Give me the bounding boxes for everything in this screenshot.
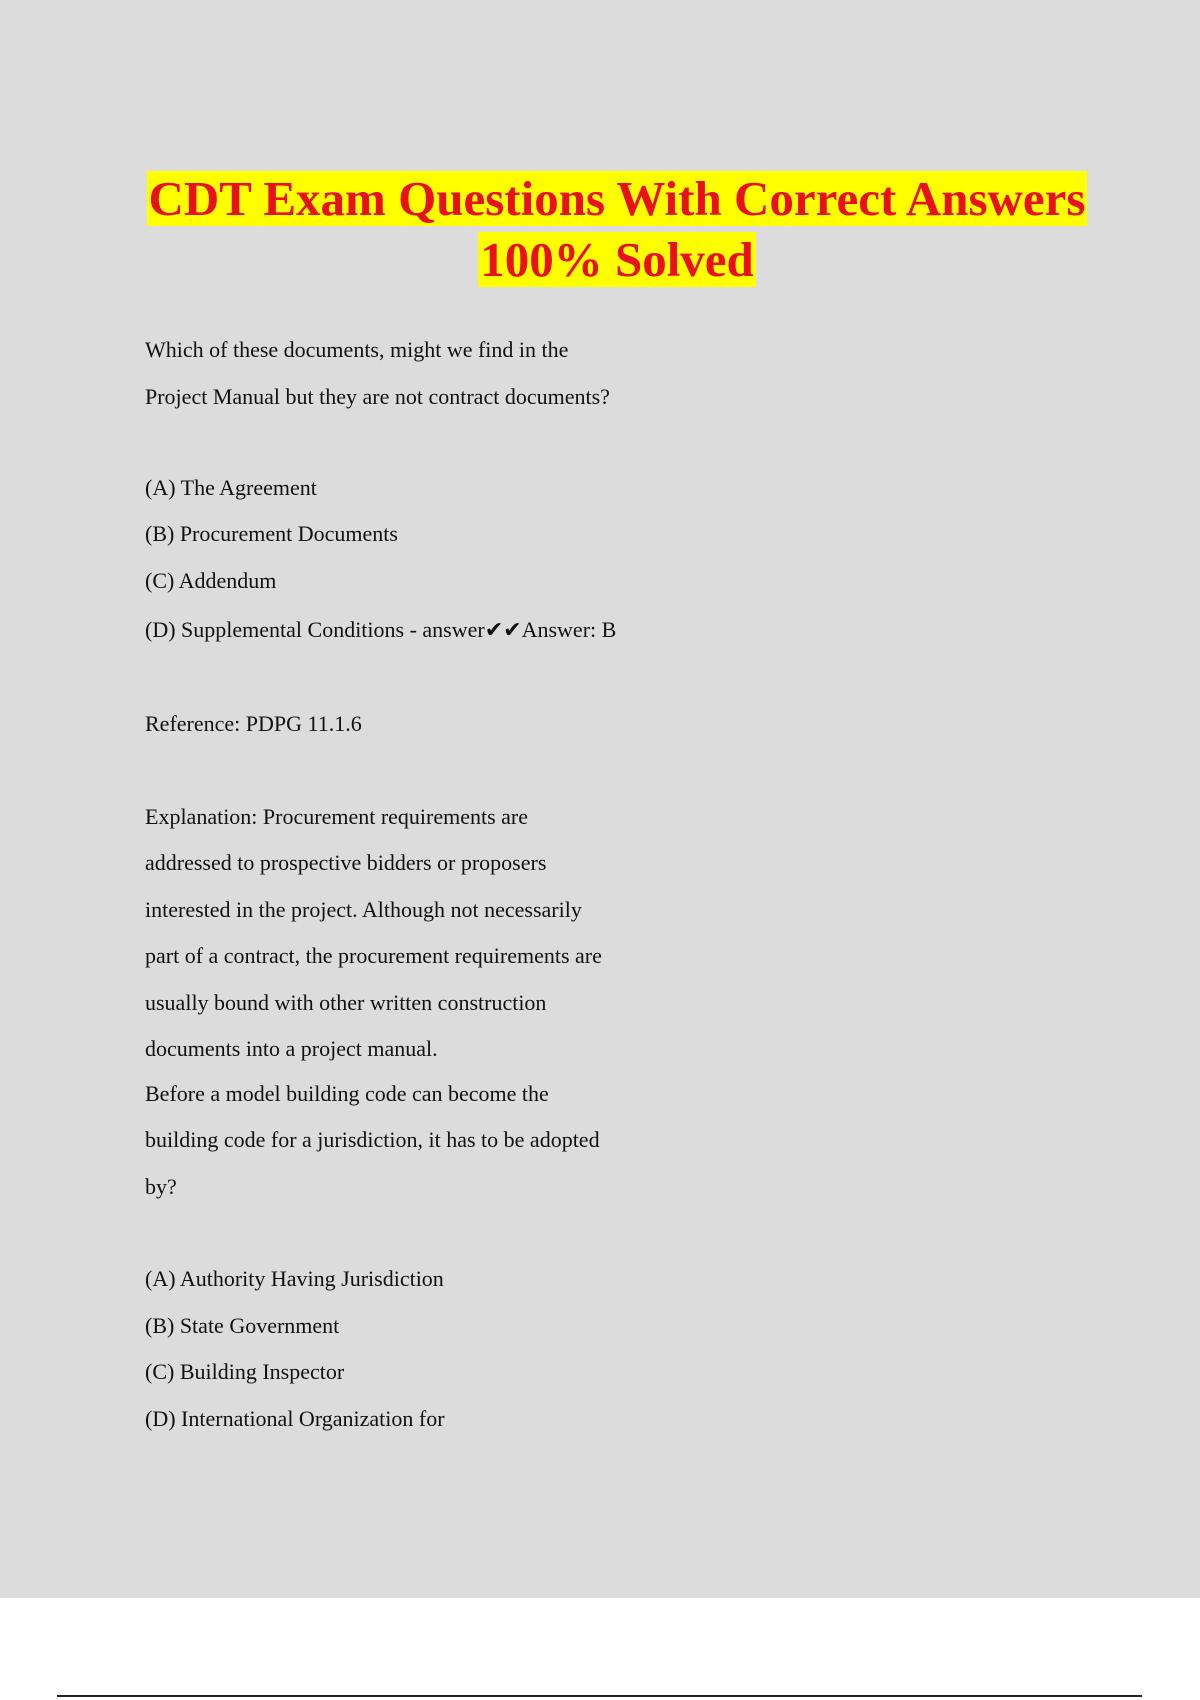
question-1-prompt-line-1: Which of these documents, might we find in the [145,337,569,362]
question-2-prompt-line-3: by? [145,1174,177,1199]
question-2-option-b: (B) State Government [145,1313,340,1338]
explanation-line-5: usually bound with other written construction [145,990,547,1015]
explanation-line-3: interested in the project. Although not necessarily [145,897,582,922]
question-2-option-a: (A) Authority Having Jurisdiction [145,1266,444,1291]
question-1-option-c: (C) Addendum [145,568,277,593]
question-1-option-b: (B) Procurement Documents [145,521,398,546]
question-2-prompt-line-2: building code for a jurisdiction, it has to be adopted [145,1127,600,1152]
title-line-1: CDT Exam Questions With Correct Answers [148,171,1086,226]
question-1-reference: Reference: PDPG 11.1.6 [145,711,362,736]
explanation-line-6: documents into a project manual. [145,1036,438,1061]
explanation-line-2: addressed to prospective bidders or proposers [145,850,547,875]
question-2-prompt-line-1: Before a model building code can become the [145,1081,549,1106]
footer-divider [57,1695,1142,1697]
question-1-prompt-line-2: Project Manual but they are not contract documents? [145,384,610,409]
document-title [0,168,1200,290]
explanation-line-1: Explanation: Procurement requirements are [145,804,529,829]
question-2-option-d: (D) International Organization for [145,1406,445,1431]
title-line-2: 100% Solved [480,232,754,287]
question-1-option-a: (A) The Agreement [145,475,317,500]
explanation-line-4: part of a contract, the procurement requirements are [145,943,602,968]
question-2-option-c: (C) Building Inspector [145,1359,345,1384]
question-1-option-d: (D) Supplemental Conditions - answer✔✔Answer: B [145,617,617,642]
